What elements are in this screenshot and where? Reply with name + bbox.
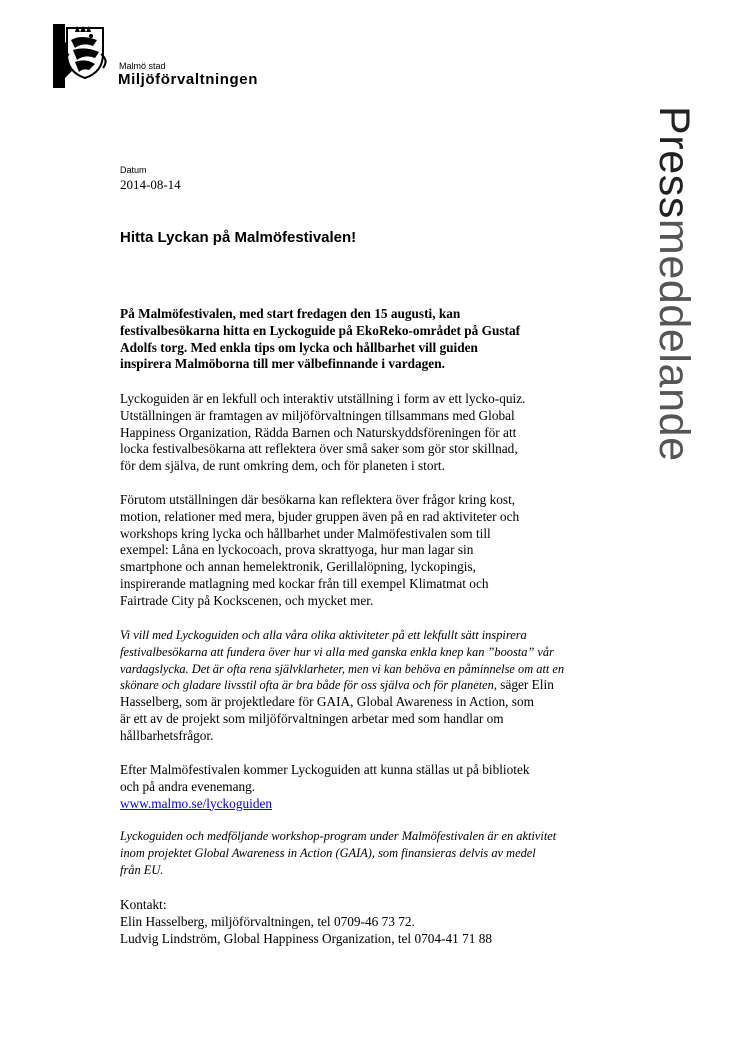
text-line: från EU.	[120, 862, 164, 877]
text-line: motion, relationer med mera, bjuder gruppen även på en rad aktiviteter och	[120, 508, 520, 524]
text-line: smartphone och annan hemelektronik, Gerillalöpning, lyckopingis,	[120, 559, 476, 575]
coat-of-arms-icon	[53, 24, 109, 88]
text-line: exempel: Låna en lyckocoach, prova skrattyoga, hur man lagar sin	[120, 542, 474, 558]
quote-attribution: säger Elin	[496, 677, 554, 693]
lyckoguiden-link-line	[120, 796, 600, 813]
logo	[53, 24, 293, 94]
text-line: Lyckoguiden och medföljande workshop-program under Malmöfestivalen är en aktivitet	[120, 829, 557, 843]
body-paragraph-3	[120, 762, 600, 812]
lead-paragraph	[120, 306, 600, 373]
contact-line: Ludvig Lindström, Global Happiness Organization, tel 0704-41 71 88	[120, 930, 493, 946]
text-line: Fairtrade City på Kockscenen, och mycket mer.	[120, 592, 374, 608]
side-title	[640, 106, 708, 566]
text-line: locka festivalbesökarna att reflektera över små saker som gör stor skillnad,	[120, 441, 518, 457]
text-line: Förutom utställningen där besökarna kan reflektera över frågor kring kost,	[120, 492, 516, 507]
text-line: inspirerande matlagning med kockar från till exempel Klimatmat och	[120, 575, 489, 591]
text-line: Efter Malmöfestivalen kommer Lyckoguiden att kunna ställas ut på bibliotek	[120, 762, 530, 777]
text-line: för dem själva, de runt omkring dem, och för planeten i stort.	[120, 458, 445, 474]
text-line: vardagslycka. Det är ofta rena självklarheter, men vi kan behöva en påminnelse om att en	[120, 661, 565, 676]
text-line: festivalbesökarna hitta en Lyckoguide på EkoReko-området på Gustaf	[120, 322, 521, 338]
logo-city: Malmö stad	[119, 61, 166, 71]
lyckoguiden-link[interactable]: www.malmo.se/lyckoguiden	[120, 795, 273, 811]
contact-block	[120, 897, 600, 947]
text-line: workshops kring lycka och hållbarhet under Malmöfestivalen som till	[120, 525, 491, 541]
text-line: Lyckoguiden är en lekfull och interaktiv utställning i form av ett lycko-quiz.	[120, 391, 526, 406]
headline: Hitta Lyckan på Malmöfestivalen!	[120, 229, 357, 246]
side-title-bold: Press	[650, 106, 698, 219]
contact-line: Elin Hasselberg, miljöförvaltningen, tel 0709-46 73 72.	[120, 913, 415, 929]
date-value: 2014-08-14	[120, 177, 181, 192]
quote-italic-end: skönare och gladare livsstil ofta är bra både för oss själva och för planeten,	[120, 678, 497, 693]
side-title-light: meddelande	[650, 218, 698, 462]
text-line: Vi vill med Lyckoguiden och alla våra olika aktiviteter på ett lekfullt sätt inspirera	[120, 628, 527, 642]
text-line: På Malmöfestivalen, med start fredagen den 15 augusti, kan	[120, 306, 461, 321]
text-line: inom projektet Global Awareness in Action (GAIA), som finansieras delvis av medel	[120, 845, 536, 860]
text-line: Hasselberg, som är projektledare för GAIA, Global Awareness in Action, som	[120, 694, 534, 710]
text-line: Adolfs torg. Med enkla tips om lycka och hållbarhet vill guiden	[120, 339, 478, 355]
contact-heading: Kontakt:	[120, 897, 167, 912]
text-line: inspirera Malmöborna till mer välbefinnande i vardagen.	[120, 356, 445, 372]
text-line: Utställningen är framtagen av miljöförvaltningen tillsammans med Global	[120, 407, 515, 423]
note-paragraph	[120, 828, 600, 878]
quote-paragraph	[120, 627, 600, 745]
text-line: hållbarhetsfrågor.	[120, 727, 214, 743]
date-label: Datum	[120, 165, 147, 175]
body-paragraph-1	[120, 391, 600, 475]
text-line	[120, 677, 600, 694]
text-line: är ett av de projekt som miljöförvaltningen arbetar med som handlar om	[120, 710, 504, 726]
logo-department: Miljöförvaltningen	[118, 71, 258, 88]
text-line: och på andra evenemang.	[120, 778, 256, 794]
body-paragraph-2	[120, 492, 600, 610]
text-line: festivalbesökarna att fundera över hur vi alla med ganska enkla knep kan ”boosta” vår	[120, 644, 554, 659]
text-line: Happiness Organization, Rädda Barnen och Naturskyddsföreningen för att	[120, 424, 517, 440]
